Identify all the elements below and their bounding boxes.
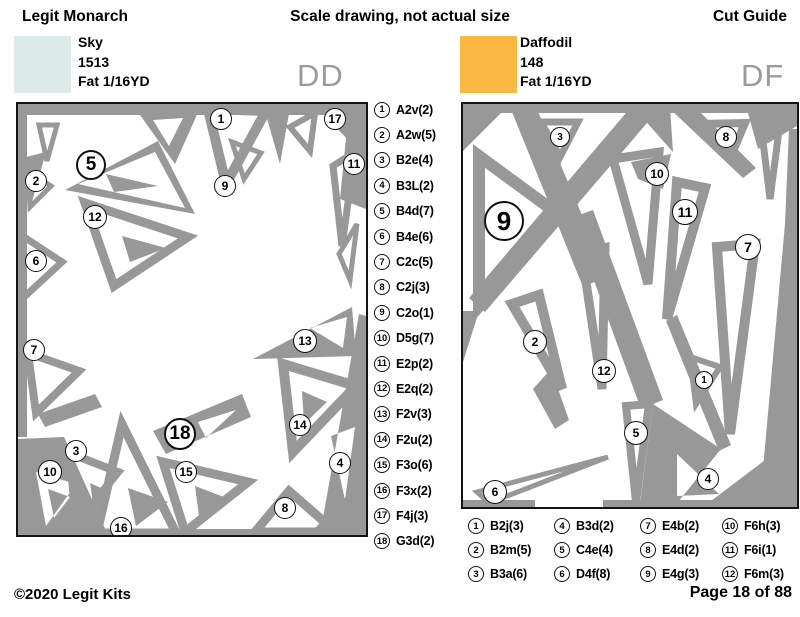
piece-label: F4j(3) (396, 508, 429, 523)
piece-marker: 11 (672, 199, 698, 225)
piece-number-badge: 8 (640, 542, 656, 558)
piece-list-item (554, 562, 640, 586)
piece-number-badge: 7 (640, 518, 656, 534)
fabric-name: Sky (78, 34, 103, 50)
piece-list-item (374, 351, 462, 376)
piece-number-badge: 9 (640, 566, 656, 582)
piece-markers-df (463, 104, 797, 507)
panel-code-df: DF (741, 58, 785, 93)
piece-list-item (374, 173, 462, 198)
piece-marker: 17 (324, 108, 346, 130)
piece-marker: 6 (483, 480, 507, 504)
piece-list-item (374, 224, 462, 249)
piece-label: F2u(2) (396, 432, 433, 447)
piece-list-item (374, 402, 462, 427)
piece-list-item (374, 122, 462, 147)
piece-label: B3a(6) (490, 567, 528, 581)
piece-list-item (374, 148, 462, 173)
piece-label: B2m(5) (490, 543, 532, 557)
piece-list-item (640, 514, 722, 538)
fabric-cut-size: Fat 1/16YD (520, 73, 592, 89)
piece-list-item (554, 514, 640, 538)
piece-number-badge: 5 (374, 203, 390, 219)
piece-label: G3d(2) (396, 534, 435, 549)
piece-number-badge: 2 (374, 127, 390, 143)
piece-number-badge: 7 (374, 254, 390, 270)
piece-list-item (374, 529, 462, 554)
piece-marker: 15 (175, 461, 197, 483)
piece-label: B2e(4) (396, 153, 434, 168)
piece-marker: 5 (76, 150, 106, 180)
cut-panel-df (461, 102, 799, 509)
piece-marker: 7 (23, 339, 45, 361)
piece-marker: 13 (293, 329, 317, 353)
piece-marker: 8 (274, 497, 296, 519)
piece-number-badge: 15 (374, 457, 390, 473)
piece-list-item (722, 538, 798, 562)
piece-number-badge: 3 (374, 152, 390, 168)
piece-marker: 16 (110, 517, 132, 537)
piece-list-item (374, 326, 462, 351)
piece-number-badge: 11 (374, 356, 390, 372)
piece-marker: 18 (164, 418, 196, 450)
piece-number-badge: 12 (374, 381, 390, 397)
piece-label: B4d(7) (396, 204, 434, 219)
piece-label: D4f(8) (576, 567, 611, 581)
fabric-swatch-daffodil (460, 36, 517, 93)
piece-marker: 4 (329, 452, 351, 474)
piece-label: B3d(2) (576, 519, 614, 533)
piece-number-badge: 8 (374, 279, 390, 295)
piece-marker: 2 (25, 170, 47, 192)
piece-marker: 14 (289, 414, 311, 436)
fabric-info-sky (78, 33, 150, 92)
piece-number-badge: 10 (722, 518, 738, 534)
cut-panel-dd (16, 102, 368, 537)
panel-code-dd: DD (297, 58, 344, 93)
piece-marker: 4 (697, 468, 719, 490)
fabric-swatch-sky (14, 36, 71, 93)
piece-label: F6m(3) (744, 567, 784, 581)
piece-number-badge: 14 (374, 432, 390, 448)
piece-list-item (374, 275, 462, 300)
piece-number-badge: 12 (722, 566, 738, 582)
piece-marker: 3 (65, 440, 87, 462)
piece-marker: 2 (523, 330, 547, 354)
piece-list-dd (374, 97, 462, 554)
piece-number-badge: 10 (374, 330, 390, 346)
piece-list-item (374, 478, 462, 503)
piece-number-badge: 4 (554, 518, 570, 534)
piece-number-badge: 2 (468, 542, 484, 558)
piece-number-badge: 3 (468, 566, 484, 582)
piece-number-badge: 16 (374, 483, 390, 499)
cut-guide-title: Cut Guide (712, 8, 787, 25)
piece-label: F6h(3) (744, 519, 781, 533)
piece-marker: 7 (735, 234, 761, 260)
piece-list-item (640, 538, 722, 562)
piece-number-badge: 1 (468, 518, 484, 534)
piece-list-item (374, 452, 462, 477)
piece-label: C2o(1) (396, 305, 434, 320)
piece-marker: 5 (624, 421, 648, 445)
scale-note: Scale drawing, not actual size (290, 8, 510, 25)
piece-label: F2v(3) (396, 407, 432, 422)
piece-list-item (374, 249, 462, 274)
piece-list-item (374, 376, 462, 401)
piece-number-badge: 11 (722, 542, 738, 558)
piece-marker: 8 (715, 126, 737, 148)
page-number: Page 18 of 88 (689, 584, 792, 601)
piece-number-badge: 5 (554, 542, 570, 558)
piece-marker: 6 (25, 250, 47, 272)
pattern-title: Legit Monarch (22, 8, 128, 25)
fabric-name: Daffodil (520, 34, 573, 50)
piece-number-badge: 13 (374, 406, 390, 422)
piece-label: B2j(3) (490, 519, 524, 533)
piece-label: E2q(2) (396, 381, 434, 396)
piece-marker: 1 (695, 371, 713, 389)
piece-list-item (468, 562, 554, 586)
piece-marker: 9 (484, 201, 524, 241)
piece-number-badge: 17 (374, 508, 390, 524)
piece-number-badge: 18 (374, 533, 390, 549)
piece-list-item (374, 427, 462, 452)
copyright: ©2020 Legit Kits (14, 586, 131, 603)
piece-number-badge: 1 (374, 102, 390, 118)
piece-marker: 3 (550, 127, 570, 147)
piece-list-item (722, 562, 798, 586)
piece-label: C4e(4) (576, 543, 614, 557)
piece-marker: 10 (38, 460, 62, 484)
piece-marker: 1 (210, 108, 232, 130)
piece-list-item (374, 300, 462, 325)
piece-label: F3x(2) (396, 483, 432, 498)
piece-label: B3L(2) (396, 178, 434, 193)
piece-number-badge: 6 (554, 566, 570, 582)
piece-list-item (554, 538, 640, 562)
piece-label: C2j(3) (396, 280, 430, 295)
piece-list-item (374, 199, 462, 224)
fabric-info-daffodil (520, 33, 592, 92)
piece-list-item (374, 97, 462, 122)
piece-marker: 12 (83, 205, 107, 229)
piece-label: E4d(2) (662, 543, 700, 557)
piece-number-badge: 4 (374, 178, 390, 194)
piece-marker: 12 (592, 359, 616, 383)
piece-list-item (722, 514, 798, 538)
piece-label: F6i(1) (744, 543, 777, 557)
piece-label: A2v(2) (396, 102, 434, 117)
piece-marker: 11 (343, 153, 365, 175)
piece-list-item (468, 514, 554, 538)
piece-number-badge: 9 (374, 305, 390, 321)
piece-list-df (468, 514, 798, 586)
piece-markers-dd (18, 104, 366, 535)
piece-marker: 9 (214, 175, 236, 197)
piece-label: F3o(6) (396, 458, 433, 473)
piece-list-item (468, 538, 554, 562)
fabric-number: 148 (520, 53, 544, 70)
piece-list-item (374, 503, 462, 528)
fabric-number: 1513 (78, 53, 110, 70)
piece-label: A2w(5) (396, 128, 436, 143)
piece-list-item (640, 562, 722, 586)
piece-label: E4b(2) (662, 519, 700, 533)
piece-label: E2p(2) (396, 356, 434, 371)
piece-number-badge: 6 (374, 229, 390, 245)
piece-label: B4e(6) (396, 229, 434, 244)
fabric-cut-size: Fat 1/16YD (78, 73, 150, 89)
piece-label: C2c(5) (396, 255, 434, 270)
piece-marker: 10 (645, 162, 669, 186)
piece-label: E4g(3) (662, 567, 700, 581)
piece-label: D5g(7) (396, 331, 434, 346)
